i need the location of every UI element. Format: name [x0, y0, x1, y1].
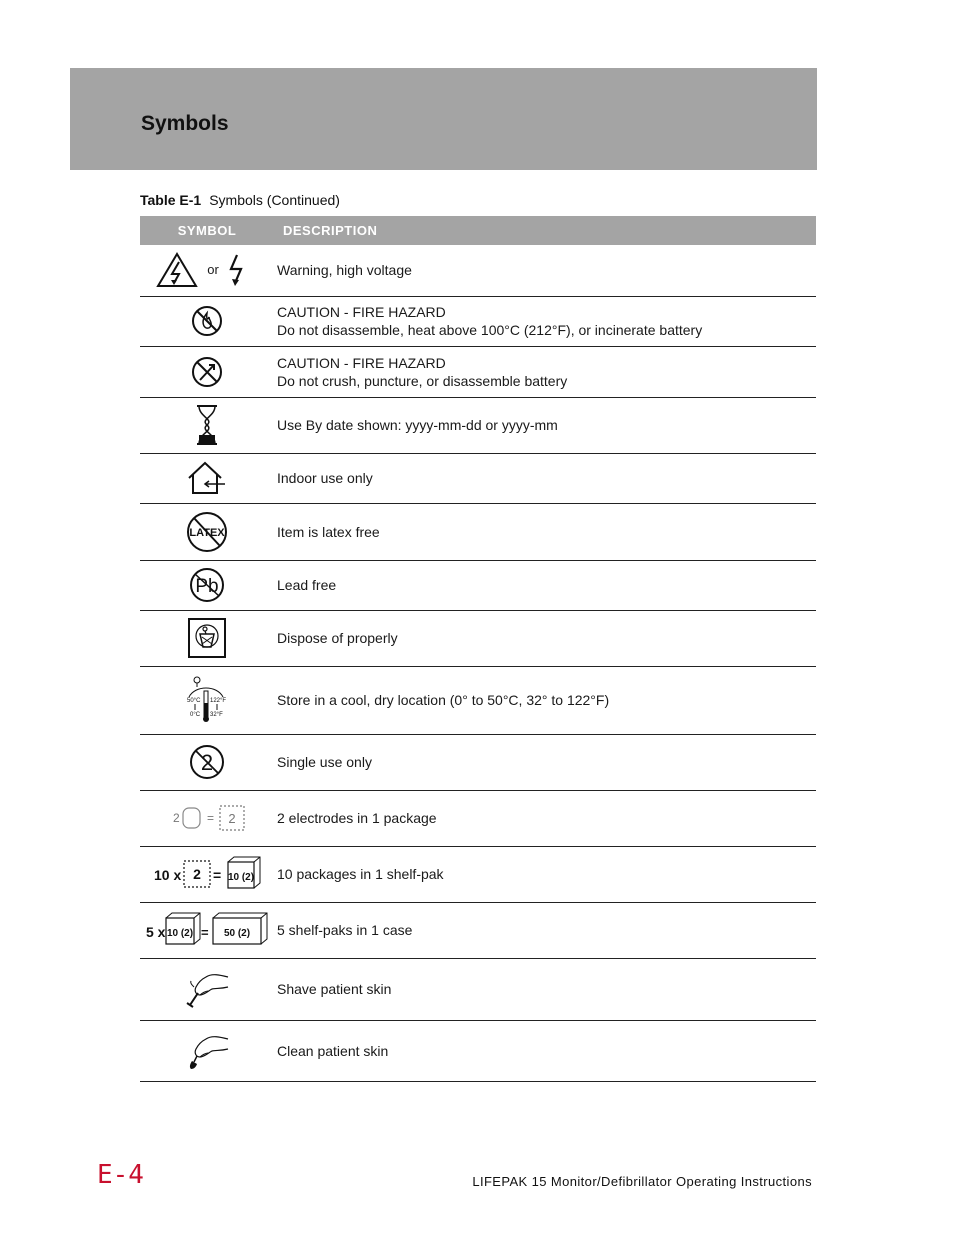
- footer-doc-title: LIFEPAK 15 Monitor/Defibrillator Operating Instructions: [472, 1174, 812, 1189]
- symbol-cell: [140, 453, 274, 503]
- table-row: [140, 610, 816, 666]
- temp-label-0c: 0°C: [190, 712, 201, 718]
- symbol-cell: [140, 734, 274, 790]
- table-row: [140, 790, 816, 846]
- table-row: [140, 902, 816, 958]
- description-cell: [274, 397, 816, 453]
- description-cell: [274, 245, 816, 296]
- description-cell: [274, 790, 816, 846]
- table-row: [140, 453, 816, 503]
- shelf-multiplier: 10 x: [154, 867, 182, 883]
- single-use-digit: 2: [200, 750, 214, 775]
- description-text: Use By date shown: yyyy-mm-dd or yyyy-mm: [277, 417, 558, 433]
- symbol-cell: [140, 790, 274, 846]
- shelf-pak-label: 10 (2): [227, 872, 255, 883]
- symbol-cell: [140, 397, 274, 453]
- temp-label-122f: 122°F: [210, 698, 227, 704]
- hourglass-icon: [196, 405, 218, 445]
- electrodes-package-icon: [167, 803, 247, 833]
- fire-hazard-crush-icon: [191, 356, 223, 388]
- latex-icon-text: LATEX: [189, 526, 225, 539]
- clean-skin-icon: [184, 1031, 230, 1071]
- description-text: Dispose of properly: [277, 630, 398, 646]
- table-row: [140, 346, 816, 397]
- shelf-equals: =: [213, 867, 222, 883]
- shelf-package-count: 2: [193, 866, 201, 882]
- symbol-cell: [140, 902, 274, 958]
- symbol-cell: [140, 503, 274, 560]
- dispose-properly-icon: [188, 618, 226, 658]
- table-row: [140, 958, 816, 1020]
- indoor-house-icon: [187, 461, 227, 495]
- latex-free-icon: [186, 511, 228, 553]
- symbol-cell: [140, 346, 274, 397]
- case-shelf-label: 10 (2): [166, 928, 194, 939]
- case-label: 50 (2): [223, 928, 251, 939]
- description-text: Warning, high voltage: [277, 262, 412, 279]
- description-text: 5 shelf-paks in 1 case: [277, 922, 413, 938]
- symbol-cell: [140, 245, 274, 296]
- description-text: 2 electrodes in 1 package: [277, 810, 437, 826]
- symbol-cell: [140, 958, 274, 1020]
- high-voltage-warning-icon: [156, 252, 198, 288]
- table-row: [140, 245, 816, 296]
- table-header-row: [140, 216, 816, 245]
- description-cell: [274, 902, 816, 958]
- symbol-cell: [140, 610, 274, 666]
- symbol-cell: [140, 846, 274, 902]
- description-cell: [274, 503, 816, 560]
- page-number: E-4: [97, 1160, 144, 1190]
- symbol-cell: [140, 296, 274, 346]
- description-text: Item is latex free: [277, 523, 380, 540]
- description-cell: [274, 560, 816, 610]
- package-count: 2: [228, 811, 236, 826]
- description-cell: [274, 346, 816, 397]
- description-text: 10 packages in 1 shelf-pak: [277, 866, 444, 882]
- description-text: Store in a cool, dry location (0° to 50°C, 32° to 122°F): [277, 692, 610, 708]
- header-band: [70, 68, 817, 170]
- description-text: Lead free: [277, 577, 337, 593]
- temp-label-50c: 50°C: [187, 698, 201, 704]
- temp-label-32f: 32°F: [210, 712, 223, 718]
- table-caption: [140, 192, 340, 208]
- description-cell: [274, 453, 816, 503]
- page-title: Symbols: [141, 112, 229, 135]
- or-label: or: [207, 262, 219, 278]
- symbol-cell: [140, 666, 274, 734]
- case-icon: [144, 912, 270, 948]
- symbols-table: [140, 216, 816, 1082]
- symbol-cell: [140, 560, 274, 610]
- table-caption-text: Symbols (Continued): [209, 192, 340, 208]
- table-number: Table E-1: [140, 192, 202, 208]
- shelf-pak-icon: [152, 856, 262, 892]
- fire-hazard-incinerate-icon: [191, 305, 223, 337]
- single-use-icon: [189, 744, 225, 780]
- description-text: Clean patient skin: [277, 1042, 389, 1059]
- symbol-cell: [140, 1020, 274, 1081]
- column-header-symbol: SYMBOL: [140, 216, 274, 245]
- description-cell: [274, 296, 816, 346]
- lead-free-icon: [189, 567, 225, 603]
- shave-skin-icon: [184, 969, 230, 1009]
- table-row: [140, 503, 816, 560]
- table-row: [140, 734, 816, 790]
- table-row: [140, 397, 816, 453]
- case-multiplier: 5 x: [146, 924, 166, 940]
- description-cell: [274, 610, 816, 666]
- table-row: [140, 296, 816, 346]
- description-text: Shave patient skin: [277, 981, 392, 997]
- description-text: Single use only: [277, 754, 372, 770]
- pb-icon-text: Pb: [195, 576, 219, 597]
- description-cell: [274, 734, 816, 790]
- column-header-description: DESCRIPTION: [274, 216, 816, 245]
- description-cell: [274, 1020, 816, 1081]
- electrode-count: 2: [173, 811, 180, 825]
- temperature-range-icon: [185, 675, 229, 725]
- table-row: [140, 1020, 816, 1081]
- description-cell: [274, 958, 816, 1020]
- description-subtext: Do not crush, puncture, or disassemble battery: [277, 372, 568, 389]
- table-row: [140, 846, 816, 902]
- case-equals: =: [201, 925, 209, 940]
- table-row: [140, 666, 816, 734]
- table-row: [140, 560, 816, 610]
- lightning-bolt-icon: [228, 253, 246, 287]
- description-text: Indoor use only: [277, 470, 373, 486]
- description-cell: [274, 846, 816, 902]
- description-text: CAUTION - FIRE HAZARD: [277, 304, 446, 320]
- equals-sign: =: [207, 811, 215, 825]
- description-cell: [274, 666, 816, 734]
- description-subtext: Do not disassemble, heat above 100°C (212°F), or incinerate battery: [277, 322, 703, 338]
- description-text: CAUTION - FIRE HAZARD: [277, 354, 446, 371]
